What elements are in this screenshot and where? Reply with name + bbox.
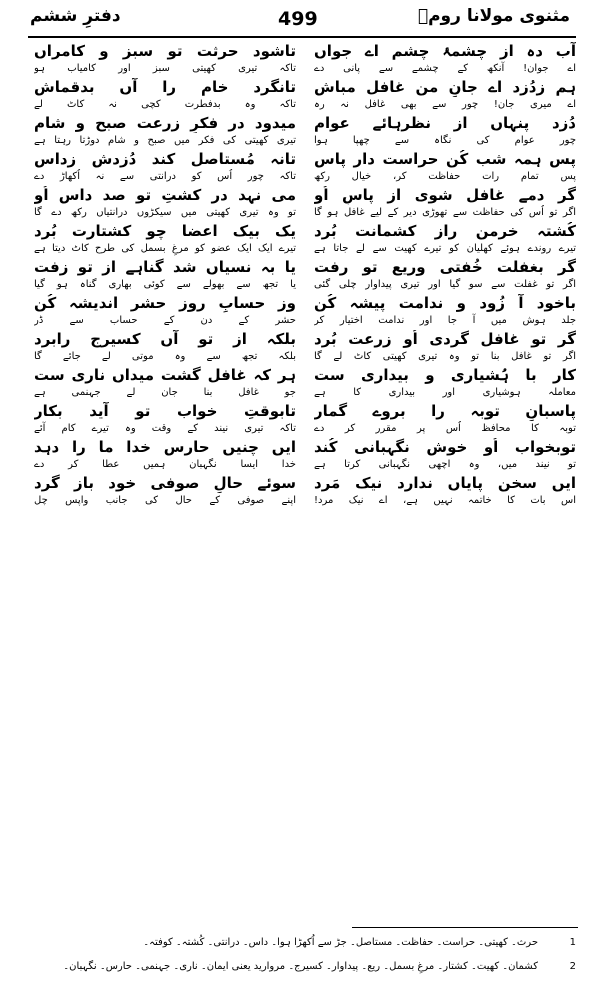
couplet (34, 366, 296, 402)
translation-line: اگر تو غفلت سے سو گیا اور تیری پیداوار چلی گئی (314, 279, 576, 290)
verse-line: توبخواب اُو خوش نگہبانی کُند (314, 438, 576, 456)
couplet (34, 258, 296, 294)
verse-line: گر بغفلت خُفتی وریع تو رفت (314, 258, 576, 276)
translation-line: تاکہ تیری نیند کے وقت وہ تیرے کام آئے (34, 423, 296, 434)
verse-line: بلکہ از تو آں کسیرج رابرد (34, 330, 296, 348)
couplet (314, 366, 576, 402)
couplet (314, 294, 576, 330)
couplet (34, 438, 296, 474)
verse-line: تاشود حرثت تو سبز و کامراں (34, 42, 296, 60)
couplet (314, 330, 576, 366)
verse-line: ہم زِدُزد اے جانِ من غافل مباش (314, 78, 576, 96)
verse-line: گر تو غافل گردی اُو زرعت بُرد (314, 330, 576, 348)
verse-line: پاسبانِ توبہ را بروے گمار (314, 402, 576, 420)
verse-column-right (314, 42, 576, 510)
couplet (314, 114, 576, 150)
verse-line: ایں چنیں حارس خدا ما را دہد (34, 438, 296, 456)
couplet (314, 42, 576, 78)
translation-line: پس تمام رات حفاظت کر، خیال رکھ (314, 171, 576, 182)
couplet (34, 222, 296, 258)
translation-line: اگر تو غافل بنا تو وہ تیری کھیتی کاٹ لے گا (314, 351, 576, 362)
verse-line: تابوقتِ خواب تو آید بکار (34, 402, 296, 420)
couplet (314, 474, 576, 510)
verse-line: کار با ہُشیاری و بیداری ست (314, 366, 576, 384)
verse-line: یا بہ نسیاں شد گناہے از تو زفت (34, 258, 296, 276)
translation-line: تو وہ تیری کھیتی میں سیکڑوں درانتیاں رکھ دے گا (34, 207, 296, 218)
couplet (34, 78, 296, 114)
volume-title: دفترِ ششم (30, 6, 121, 26)
translation-line: اگر تو اُس کی حفاظت سے تھوڑی دیر کے لیے غافل ہو گا (314, 207, 576, 218)
verse-line: میدود در فکرِ زرعت صبح و شام (34, 114, 296, 132)
footnote (34, 931, 576, 955)
translation-line: حشر کے دن کے حساب سے ڈر (34, 315, 296, 326)
verse-line: آب دہ از چشمۂ چشم اے جواں (314, 42, 576, 60)
book-title: مثنوی مولانا رومؒ (417, 6, 570, 26)
translation-line: تیرے روندے ہوئے کھلیان کو تیرے کھیت سے لے جاتا ہے (314, 243, 576, 254)
translation-line: چور عوام کی نگاہ سے چھپا ہوا (314, 135, 576, 146)
translation-line: اے میری جان! چور سے بھی غافل نہ رہ (314, 99, 576, 110)
translation-line: تاکہ تیری کھیتی سبز اور کامیاب ہو (34, 63, 296, 74)
couplet (34, 294, 296, 330)
translation-line: اے جوان! آنکھ کے چشمے سے پانی دے (314, 63, 576, 74)
footnote (34, 955, 576, 979)
couplet (314, 150, 576, 186)
verse-line: تانہ مُستاصل کند دُزدش زداس (34, 150, 296, 168)
verse-line: گر دمے غافل شوی از پاسِ اُو (314, 186, 576, 204)
verse-line: دُزد پنہاں از نظرہائے عوام (314, 114, 576, 132)
couplet (314, 186, 576, 222)
couplet (314, 438, 576, 474)
couplet (34, 474, 296, 510)
page-number: 499 (278, 8, 318, 30)
couplet (34, 330, 296, 366)
translation-line: توبہ کا محافظ اُس پر مقرر کر دے (314, 423, 576, 434)
couplet (34, 402, 296, 438)
couplet (34, 150, 296, 186)
footnotes (34, 931, 576, 979)
footnote-text: کشمان۔ کھیت۔ کشتار۔ مرغِ بسمل۔ ریع۔ پیداوار۔ کسیرج۔ مروارید یعنی ایمان۔ ناری۔ جہنمی۔ حارس۔ نگہبان۔ (63, 961, 538, 972)
couplet (314, 222, 576, 258)
translation-line: معاملہ ہوشیاری اور بیداری کا ہے (314, 387, 576, 398)
verse-line: وز حسابِ روزِ حشر اندیشہ کُن (34, 294, 296, 312)
translation-line: اس بات کا خاتمہ نہیں ہے، اے نیک مرد! (314, 495, 576, 506)
couplet (314, 78, 576, 114)
translation-line: یا تجھ سے بھولے سے کوئی بھاری گناہ ہو گیا (34, 279, 296, 290)
couplet (314, 402, 576, 438)
couplet (34, 42, 296, 78)
translation-line: جلد ہوش میں آ جا اور ندامت اختیار کر (314, 315, 576, 326)
verse-line: سوئے حالِ صوفی خود باز گرد (34, 474, 296, 492)
footnote-rule (352, 927, 578, 928)
translation-line: خدا ایسا نگہبان ہمیں عطا کر دے (34, 459, 296, 470)
translation-line: تو نیند میں، وہ اچھی نگہبانی کرتا ہے (314, 459, 576, 470)
verse-line: پس ہمہ شب کُن حراست دار پاس (314, 150, 576, 168)
translation-line: تیری کھیتی کی فکر میں صبح و شام دوڑتا رہتا ہے (34, 135, 296, 146)
verse-line: کُشتہ خرمن راز کشمانت بُرد (314, 222, 576, 240)
verse-line: تانگرد خام را آں بدقماش (34, 78, 296, 96)
verse-line: باخود آ زُود و ندامت پیشہ کُن (314, 294, 576, 312)
translation-line: تیرے ایک ایک عضو کو مرغِ بسمل کی طرح کاٹ دیتا ہے (34, 243, 296, 254)
verse-line: ایں سخن پایاں ندارد نیک مَرد (314, 474, 576, 492)
footnote-number: 2 (569, 961, 576, 972)
couplet (34, 114, 296, 150)
couplet (34, 186, 296, 222)
page-header (0, 0, 600, 40)
translation-line: تاکہ وہ بدفطرت کچی نہ کاٹ لے (34, 99, 296, 110)
translation-line: جو غافل بنا جان لے جہنمی ہے (34, 387, 296, 398)
translation-line: بلکہ تجھ سے وہ موتی لے جائے گا (34, 351, 296, 362)
translation-line: اپنے صوفی کے حال کی جانب واپس چل (34, 495, 296, 506)
translation-line: تاکہ چور اُس کو درانتی سے نہ اُکھاڑ دے (34, 171, 296, 182)
verse-line: یک بیک اعضا چو کشتارت بُرد (34, 222, 296, 240)
couplet (314, 258, 576, 294)
verse-line: می نہد در کشتِ تو صد داس اُو (34, 186, 296, 204)
footnote-text: حرث۔ کھیتی۔ حراست۔ حفاظت۔ مستاصل۔ جڑ سے اُکھڑا ہوا۔ داس۔ درانتی۔ کُشتہ۔ کوفتہ۔ (143, 937, 538, 948)
header-rule (28, 36, 576, 38)
verse-line: ہر کہ غافل گشت میداں ناری ست (34, 366, 296, 384)
footnote-number: 1 (569, 937, 576, 948)
verse-column-left (34, 42, 296, 510)
